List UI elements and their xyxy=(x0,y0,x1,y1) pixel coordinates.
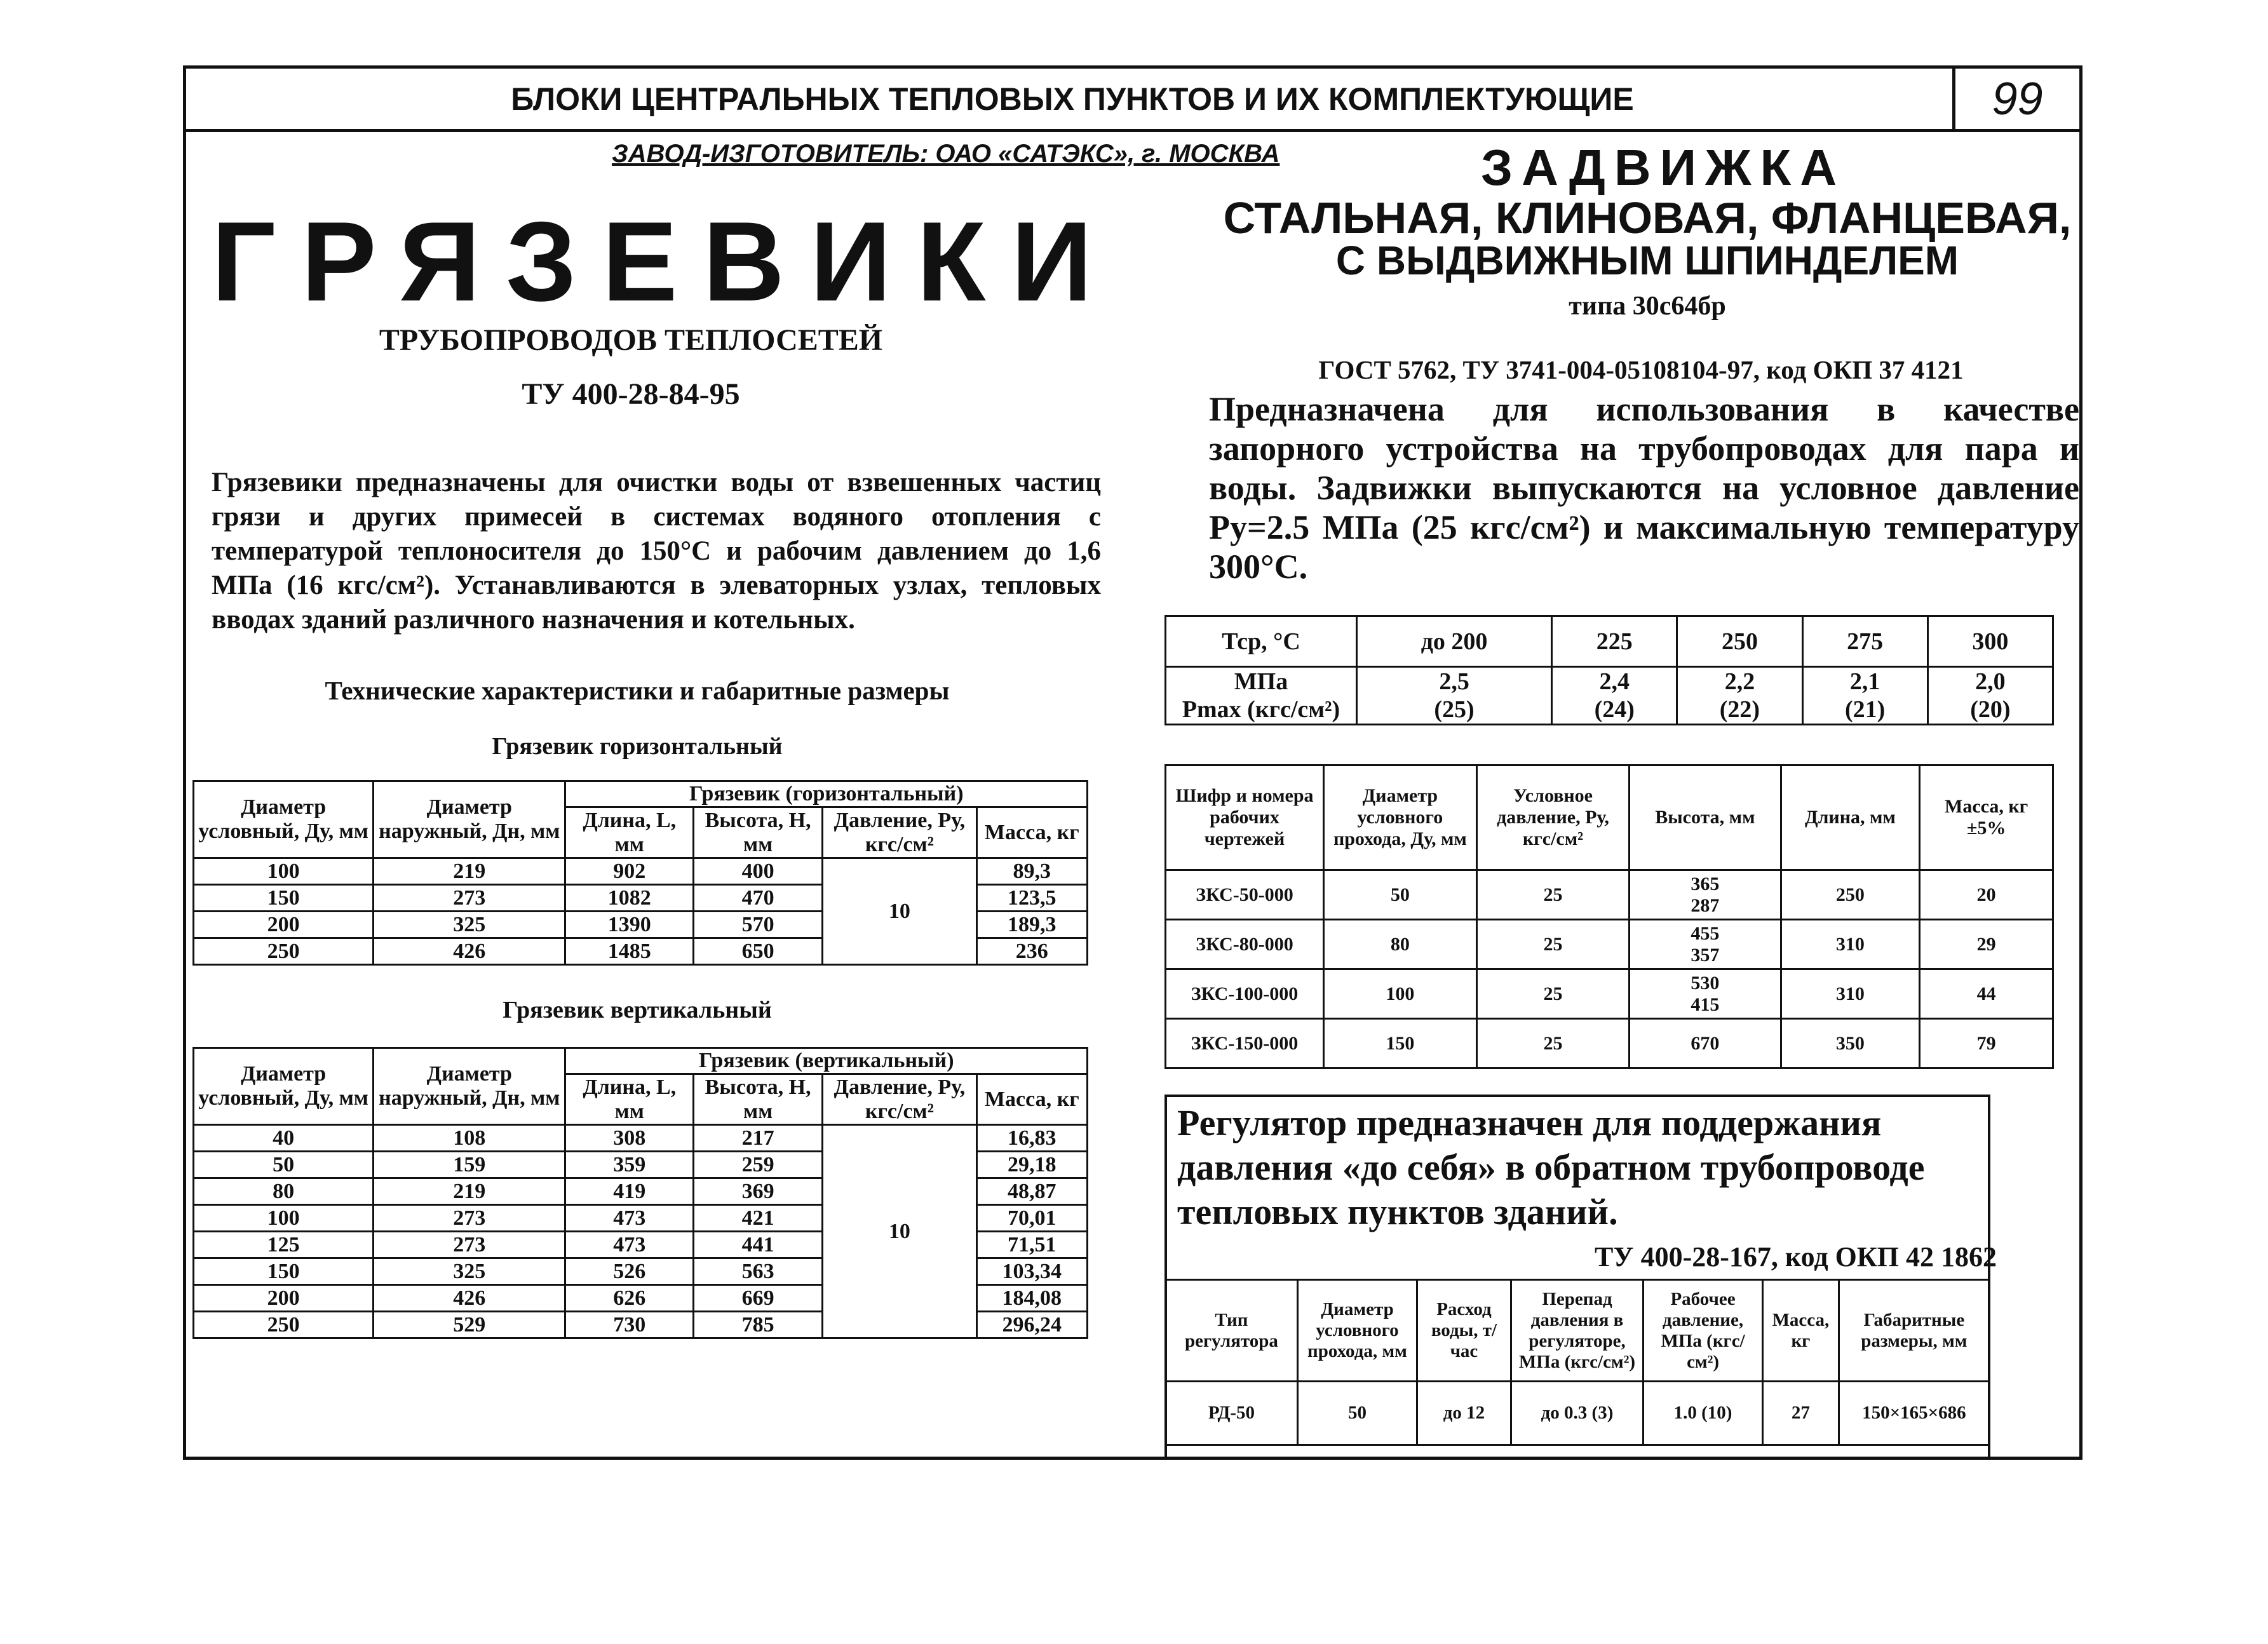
valve-mass: 20 xyxy=(1920,870,2053,920)
col-header-pressure: Давление, Ру, кгс/см² xyxy=(823,1074,976,1125)
valve-code: ЗКС-150-000 xyxy=(1166,1019,1324,1068)
zadvizhka-title: ЗАДВИЖКА xyxy=(1480,139,1846,196)
cell-dout: 273 xyxy=(374,885,565,912)
valve-length: 310 xyxy=(1781,920,1920,969)
tech-characteristics-title: Технические характеристики и габаритные размеры xyxy=(325,676,950,705)
cell-dout: 108 xyxy=(374,1125,565,1152)
cell-length: 1390 xyxy=(565,912,694,938)
cell-dout: 426 xyxy=(374,1285,565,1312)
regulator-table xyxy=(1164,1279,1990,1446)
temp-cell: 250 xyxy=(1677,616,1802,667)
pressure-cell xyxy=(1927,667,2053,725)
cell-dn: 150 xyxy=(194,1258,374,1285)
valve-length: 250 xyxy=(1781,870,1920,920)
temperature-pressure-table xyxy=(1164,615,2054,725)
valve-header-length: Длина, мм xyxy=(1781,765,1920,870)
valve-header-height: Высота, мм xyxy=(1630,765,1781,870)
cell-height: 570 xyxy=(694,912,823,938)
cell-dout: 219 xyxy=(374,858,565,885)
valve-table xyxy=(1164,764,2054,1069)
cell-dout: 529 xyxy=(374,1312,565,1338)
cell-mass: 103,34 xyxy=(976,1258,1087,1285)
valve-dn: 100 xyxy=(1324,969,1477,1019)
cell-length: 526 xyxy=(565,1258,694,1285)
valve-mass: 29 xyxy=(1920,920,2053,969)
cell-dn: 250 xyxy=(194,938,374,965)
pressure-cell xyxy=(1802,667,1927,725)
reg-cell: 50 xyxy=(1297,1382,1417,1445)
cell-dn: 80 xyxy=(194,1178,374,1205)
valve-length: 310 xyxy=(1781,969,1920,1019)
reg-cell: до 0.3 (3) xyxy=(1511,1382,1643,1445)
cell-length: 902 xyxy=(565,858,694,885)
valve-height-1: 365 xyxy=(1691,873,1720,894)
pressure-mpa: 2,0 xyxy=(1975,668,2006,695)
valve-height-2: 357 xyxy=(1691,944,1720,966)
valve-pn: 25 xyxy=(1476,920,1629,969)
pressure-kgs: (25) xyxy=(1434,696,1475,723)
cell-mass: 89,3 xyxy=(976,858,1087,885)
reg-header-pw: Рабочее давление, МПа (кгс/см²) xyxy=(1644,1280,1763,1382)
cell-mass: 123,5 xyxy=(976,885,1087,912)
cell-mass: 236 xyxy=(976,938,1087,965)
valve-dn: 150 xyxy=(1324,1019,1477,1068)
pressure-row-label xyxy=(1166,667,1357,725)
reg-header-flow: Расход воды, т/час xyxy=(1417,1280,1511,1382)
valve-height xyxy=(1630,969,1781,1019)
gryazeviki-description: Грязевики предназначены для очистки воды от взвешенных частиц грязи и других примесей в системах водяного отопления с температурой теплоносителя до 150°С и рабочим давлением до 1,6 МПа (16 кгс/см²). Устанавливаются в элеваторных узлах, тепловых вводах зданий различного назначения и котельных. xyxy=(212,468,1101,635)
zadvizhka-type: типа 30с64бр xyxy=(1569,292,1726,321)
valve-height xyxy=(1630,870,1781,920)
pressure-row-label-top: МПа xyxy=(1234,668,1288,695)
cell-length: 473 xyxy=(565,1232,694,1258)
cell-mass: 189,3 xyxy=(976,912,1087,938)
cell-dout: 273 xyxy=(374,1205,565,1232)
temp-cell: 275 xyxy=(1802,616,1927,667)
valve-height-1: 670 xyxy=(1691,1032,1720,1054)
horizontal-caption: Грязевик горизонтальный xyxy=(492,733,783,760)
valve-height-1: 455 xyxy=(1691,922,1720,944)
valve-height-1: 530 xyxy=(1691,972,1720,994)
cell-mass: 16,83 xyxy=(976,1125,1087,1152)
reg-header-dp: Перепад давления в регуляторе, МПа (кгс/см²) xyxy=(1511,1280,1643,1382)
cell-mass: 70,01 xyxy=(976,1205,1087,1232)
horizontal-table xyxy=(192,780,1088,966)
col-header-mass: Масса, кг xyxy=(976,807,1087,858)
cell-height: 400 xyxy=(694,858,823,885)
cell-dn: 250 xyxy=(194,1312,374,1338)
cell-dn: 100 xyxy=(194,1205,374,1232)
valve-header-code: Шифр и номера рабочих чертежей xyxy=(1166,765,1324,870)
zadvizhka-subtitle-2: С ВЫДВИЖНЫМ ШПИНДЕЛЕМ xyxy=(1335,238,1959,283)
header-bar xyxy=(186,69,2079,132)
valve-code: ЗКС-80-000 xyxy=(1166,920,1324,969)
pressure-kgs: (21) xyxy=(1844,696,1886,723)
col-header-length: Длина, L, мм xyxy=(565,1074,694,1125)
pressure-mpa: 2,1 xyxy=(1849,668,1880,695)
col-header-mass: Масса, кг xyxy=(976,1074,1087,1125)
cell-mass: 184,08 xyxy=(976,1285,1087,1312)
table-row xyxy=(194,858,1088,885)
cell-mass: 29,18 xyxy=(976,1152,1087,1178)
pressure-mpa: 2,2 xyxy=(1724,668,1755,695)
valve-mass: 79 xyxy=(1920,1019,2053,1068)
cell-height: 421 xyxy=(694,1205,823,1232)
table-row xyxy=(194,1125,1088,1152)
valve-row xyxy=(1166,920,2053,969)
cell-height: 785 xyxy=(694,1312,823,1338)
reg-cell: 27 xyxy=(1763,1382,1839,1445)
gryazeviki-title: ГРЯЗЕВИКИ xyxy=(212,198,1118,325)
cell-dout: 219 xyxy=(374,1178,565,1205)
zadvizhka-subtitle-1: СТАЛЬНАЯ, КЛИНОВАЯ, ФЛАНЦЕВАЯ, xyxy=(1223,193,2072,243)
cell-height: 669 xyxy=(694,1285,823,1312)
cell-dn: 50 xyxy=(194,1152,374,1178)
header-title: БЛОКИ ЦЕНТРАЛЬНЫХ ТЕПЛОВЫХ ПУНКТОВ И ИХ КОМПЛЕКТУЮЩИЕ xyxy=(511,81,1634,117)
temp-cell: 300 xyxy=(1927,616,2053,667)
valve-code: ЗКС-100-000 xyxy=(1166,969,1324,1019)
cell-length: 419 xyxy=(565,1178,694,1205)
pressure-row-label-bottom: Рmax (кгс/см²) xyxy=(1182,696,1340,723)
zadvizhka-description: Предназначена для использования в качестве запорного устройства на трубопроводах для пара и воды. Задвижки выпускаются на условное давление Ру=2.5 МПа (25 кгс/см²) и максимальную температуру 300°С. xyxy=(1209,390,2079,586)
col-header-height: Высота, Н, мм xyxy=(694,1074,823,1125)
cell-dn: 40 xyxy=(194,1125,374,1152)
pressure-kgs: (22) xyxy=(1719,696,1760,723)
pressure-cell xyxy=(1552,667,1677,725)
gryazeviki-tu: ТУ 400-28-84-95 xyxy=(522,377,740,411)
page-frame xyxy=(183,65,2082,1460)
cell-height: 217 xyxy=(694,1125,823,1152)
col-header-pressure: Давление, Ру, кгс/см² xyxy=(823,807,976,858)
cell-mass: 48,87 xyxy=(976,1178,1087,1205)
valve-dn: 50 xyxy=(1324,870,1477,920)
reg-cell: до 12 xyxy=(1417,1382,1511,1445)
valve-mass: 44 xyxy=(1920,969,2053,1019)
cell-dn: 200 xyxy=(194,912,374,938)
zadvizhka-gost: ГОСТ 5762, ТУ 3741-004-05108104-97, код ОКП 37 4121 xyxy=(1318,355,1964,384)
cell-length: 730 xyxy=(565,1312,694,1338)
valve-height-2: 287 xyxy=(1691,894,1720,916)
cell-length: 473 xyxy=(565,1205,694,1232)
valve-header-mass: Масса, кг ±5% xyxy=(1920,765,2053,870)
regulator-tu: ТУ 400-28-167, код ОКП 42 1862 xyxy=(1594,1241,1997,1272)
valve-height xyxy=(1630,1019,1781,1068)
cell-dout: 325 xyxy=(374,912,565,938)
reg-header-mass: Масса, кг xyxy=(1763,1280,1839,1382)
temp-cell: до 200 xyxy=(1357,616,1552,667)
cell-dn: 150 xyxy=(194,885,374,912)
valve-row xyxy=(1166,870,2053,920)
col-header-dout: Диаметр наружный, Дн, мм xyxy=(374,1048,565,1125)
reg-cell: 150×165×686 xyxy=(1839,1382,1989,1445)
valve-height-2: 415 xyxy=(1691,994,1720,1015)
cell-pressure: 10 xyxy=(823,858,976,965)
cell-dout: 273 xyxy=(374,1232,565,1258)
col-header-dn: Диаметр условный, Ду, мм xyxy=(194,781,374,858)
col-header-height: Высота, Н, мм xyxy=(694,807,823,858)
valve-code: ЗКС-50-000 xyxy=(1166,870,1324,920)
cell-length: 626 xyxy=(565,1285,694,1312)
pressure-kgs: (24) xyxy=(1594,696,1635,723)
cell-height: 563 xyxy=(694,1258,823,1285)
manufacturer-line: ЗАВОД-ИЗГОТОВИТЕЛЬ: ОАО «САТЭКС», г. МОСКВА xyxy=(612,140,1280,168)
cell-dn: 100 xyxy=(194,858,374,885)
valve-pn: 25 xyxy=(1476,1019,1629,1068)
vertical-caption: Грязевик вертикальный xyxy=(503,997,772,1023)
valve-pn: 25 xyxy=(1476,969,1629,1019)
pressure-cell xyxy=(1677,667,1802,725)
pressure-kgs: (20) xyxy=(1970,696,2011,723)
reg-cell: РД-50 xyxy=(1166,1382,1298,1445)
valve-dn: 80 xyxy=(1324,920,1477,969)
valve-header-pn: Условное давление, Ру, кгс/см² xyxy=(1476,765,1629,870)
cell-length: 359 xyxy=(565,1152,694,1178)
pressure-mpa: 2,4 xyxy=(1599,668,1630,695)
cell-height: 369 xyxy=(694,1178,823,1205)
reg-header-type: Тип регулятора xyxy=(1166,1280,1298,1382)
valve-header-dn: Диаметр условного прохода, Ду, мм xyxy=(1324,765,1477,870)
reg-header-dims: Габаритные размеры, мм xyxy=(1839,1280,1989,1382)
valve-row xyxy=(1166,969,2053,1019)
reg-cell: 1.0 (10) xyxy=(1644,1382,1763,1445)
cell-height: 259 xyxy=(694,1152,823,1178)
valve-pn: 25 xyxy=(1476,870,1629,920)
vertical-table xyxy=(192,1047,1088,1339)
col-header-dout: Диаметр наружный, Дн, мм xyxy=(374,781,565,858)
temp-row-label: Тср, °С xyxy=(1166,616,1357,667)
cell-dn: 200 xyxy=(194,1285,374,1312)
cell-mass: 296,24 xyxy=(976,1312,1087,1338)
cell-length: 1485 xyxy=(565,938,694,965)
cell-dout: 426 xyxy=(374,938,565,965)
cell-dn: 125 xyxy=(194,1232,374,1258)
page-number: 99 xyxy=(1952,69,2079,129)
reg-header-dn: Диаметр условного прохода, мм xyxy=(1297,1280,1417,1382)
cell-dout: 325 xyxy=(374,1258,565,1285)
group-header: Грязевик (вертикальный) xyxy=(565,1048,1088,1074)
valve-height xyxy=(1630,920,1781,969)
cell-height: 470 xyxy=(694,885,823,912)
valve-length: 350 xyxy=(1781,1019,1920,1068)
col-header-dn: Диаметр условный, Ду, мм xyxy=(194,1048,374,1125)
cell-length: 308 xyxy=(565,1125,694,1152)
gryazeviki-subtitle: ТРУБОПРОВОДОВ ТЕПЛОСЕТЕЙ xyxy=(379,323,883,357)
cell-dout: 159 xyxy=(374,1152,565,1178)
valve-row xyxy=(1166,1019,2053,1068)
regulator-description: Регулятор предназначен для поддержания давления «до себя» в обратном трубопроводе тепловых пунктов зданий. xyxy=(1177,1102,1925,1232)
group-header: Грязевик (горизонтальный) xyxy=(565,781,1088,807)
cell-pressure: 10 xyxy=(823,1125,976,1338)
temp-cell: 225 xyxy=(1552,616,1677,667)
pressure-mpa: 2,5 xyxy=(1439,668,1469,695)
col-header-length: Длина, L, мм xyxy=(565,807,694,858)
pressure-cell xyxy=(1357,667,1552,725)
cell-mass: 71,51 xyxy=(976,1232,1087,1258)
cell-height: 650 xyxy=(694,938,823,965)
cell-height: 441 xyxy=(694,1232,823,1258)
cell-length: 1082 xyxy=(565,885,694,912)
